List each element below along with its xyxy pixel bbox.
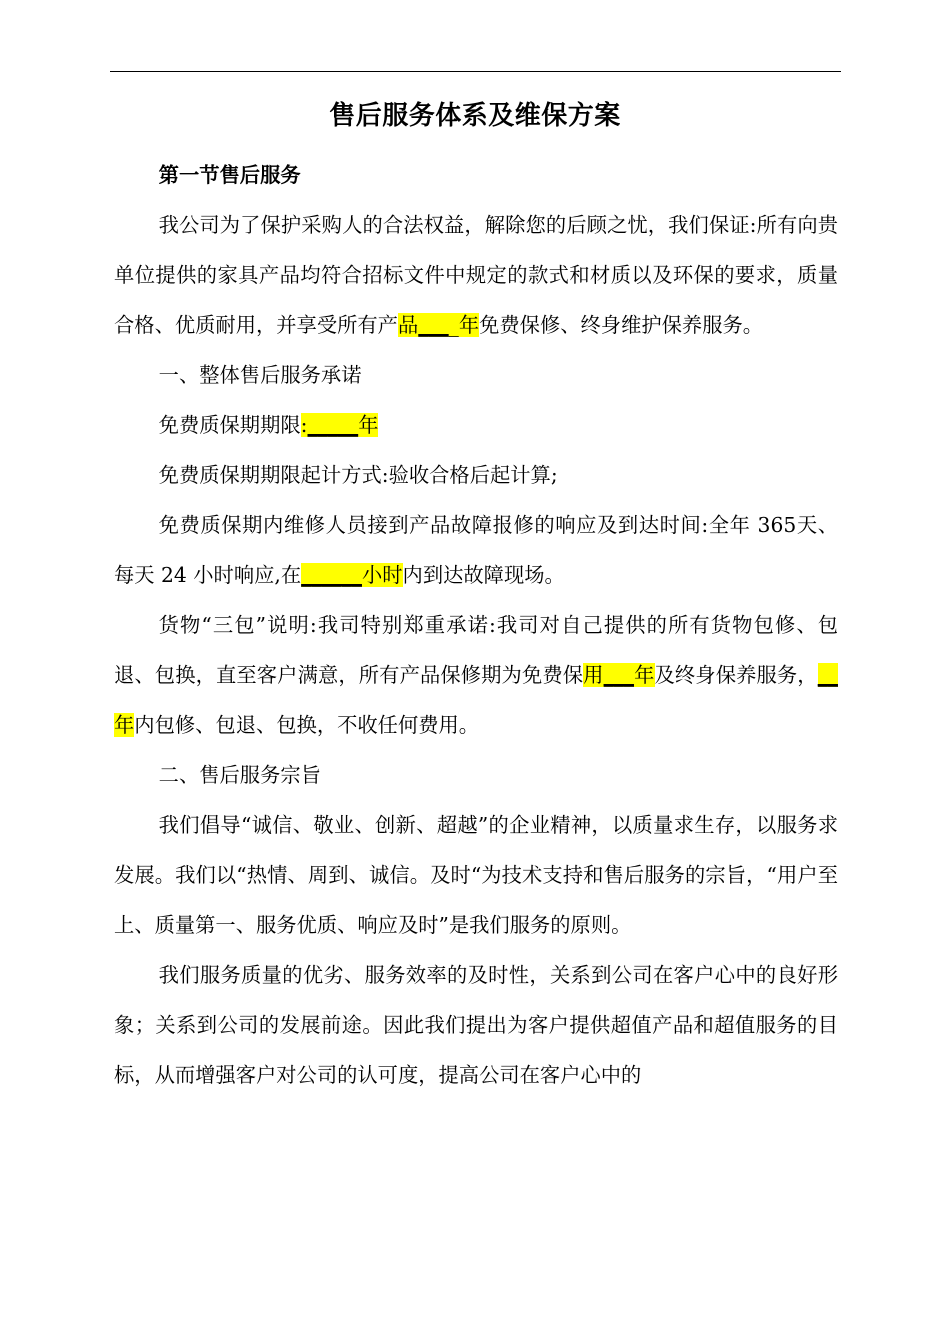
fill-in-blank: ___ <box>418 313 449 337</box>
text: 内到达故障现场。 <box>402 563 565 587</box>
text: 年 <box>358 413 379 437</box>
paragraph-warranty-intro <box>114 200 838 350</box>
text: 年 <box>633 663 655 687</box>
text: 及终身保养服务， <box>654 663 818 687</box>
document-title: 售后服务体系及维保方案 <box>329 101 621 131</box>
fill-in-blank: __ <box>817 663 838 687</box>
text: 免费质保期期限 <box>158 413 301 437</box>
text: _年 <box>448 313 480 337</box>
text: 免费保修、终身维护保养服务。 <box>479 313 764 337</box>
fill-in-blank: ___ <box>603 663 634 687</box>
text: 小时 <box>361 563 403 587</box>
document-body <box>114 150 838 1100</box>
paragraph-response-time <box>114 500 838 600</box>
fill-in-blank: _____ <box>307 413 359 437</box>
text: 年 <box>114 713 135 737</box>
text: 货物“三包”说明:我司特别郑重承诺:我司对自己提供的所有货物包修、包退、包换，直至客户满意，所有产品保修期为免费保 <box>114 613 838 687</box>
text: 我公司为了保护采购人的合法权益，解除您的后顾之忧，我们保证:所有向贵单位提供的家具产品均符合招标文件中规定的款式和材质以及环保的要求，质量合格、优质耐用，并享受所有产 <box>114 213 838 337</box>
text: 内包修、包退、包换，不收任何费用。 <box>134 713 480 737</box>
heading-service-commitment: 一、整体售后服务承诺 <box>158 363 362 387</box>
paragraph-warranty-start: 免费质保期期限起计方式:验收合格后起计算; <box>158 463 558 487</box>
text: 品 <box>397 313 419 337</box>
heading-service-purpose: 二、售后服务宗旨 <box>158 763 321 787</box>
text: 用 <box>583 663 604 687</box>
highlighted-arrival-hours <box>301 563 402 587</box>
paragraph-warranty-period <box>114 400 838 450</box>
highlighted-free-warranty-years <box>583 663 654 687</box>
paragraph-service-quality: 我们服务质量的优劣、服务效率的及时性，关系到公司在客户心中的良好形象；关系到公司的发展前途。因此我们提出为客户提供超值产品和超值服务的目标，从而增强客户对公司的认可度，提高公司在客户心中的 <box>114 963 838 1087</box>
text: : <box>300 413 308 437</box>
paragraph-three-guarantees <box>114 600 838 750</box>
fill-in-blank: ______ <box>301 563 362 587</box>
text: 免费质保期内维修人员接到产品故障报修的响应及到达时间:全年 365天、每天 24 小时响应,在 <box>114 513 838 587</box>
highlighted-warranty-years <box>398 313 479 337</box>
highlighted-warranty-period <box>301 413 379 437</box>
paragraph-service-spirit: 我们倡导“诚信、敬业、创新、超越”的企业精神，以质量求生存，以服务求发展。我们以“热情、周到、诚信。及时“为技术支持和售后服务的宗旨，“用户至上、质量第一、服务优质、响应及时”是我们服务的原则。 <box>114 813 838 937</box>
header-rule <box>110 71 841 72</box>
section-heading: 第一节售后服务 <box>158 163 301 187</box>
